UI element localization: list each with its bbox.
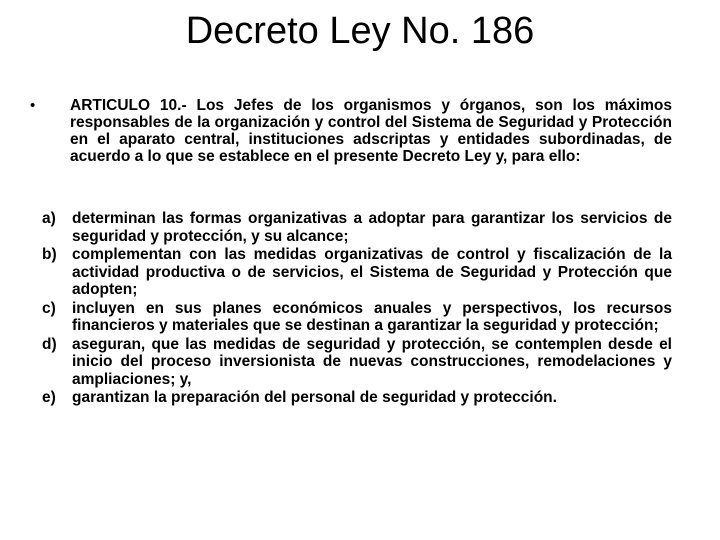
page-title: Decreto Ley No. 186: [185, 10, 535, 52]
list-item-letter: a): [42, 210, 56, 227]
list-item-letter: e): [42, 389, 56, 406]
list-item-c: [42, 300, 672, 335]
list-item-letter: b): [42, 246, 57, 263]
list-item-text: complementan con las medidas organizativas de control y fiscalización de la actividad productiva o de servicios, el Sistema de Seguridad y Protección que adopten;: [72, 246, 672, 298]
list-item-letter: d): [42, 335, 57, 353]
list-item-a: [42, 210, 672, 245]
list-item-text: garantizan la preparación del personal de seguridad y protección.: [72, 389, 557, 406]
obligations-list: [42, 210, 672, 408]
article-paragraph: ARTICULO 10.- Los Jefes de los organismos y órganos, son los máximos responsables de la organización y control del Sistema de Seguridad y Protección en el aparato central, instituciones adscriptas y entidades subordinadas, de acuerdo a lo que se establece en el presente Decreto Ley y, para ello:: [70, 97, 672, 165]
list-item-d: [42, 336, 672, 389]
bullet-mark: •: [30, 97, 36, 114]
list-item-text: determinan las formas organizativas a adoptar para garantizar los servicios de seguridad y protección, y su alcance;: [72, 210, 672, 245]
list-item-letter: c): [42, 299, 56, 317]
list-item-e: [42, 389, 672, 407]
list-item-text: incluyen en sus planes económicos anuales y perspectivos, los recursos financieros y materiales que se destinan a garantizar la seguridad y protección;: [72, 299, 672, 334]
list-item-b: [42, 246, 672, 299]
list-item-text: aseguran, que las medidas de seguridad y protección, se contemplen desde el inicio del proceso inversionista de nuevas construcciones, remodelaciones y ampliaciones; y,: [72, 335, 672, 388]
